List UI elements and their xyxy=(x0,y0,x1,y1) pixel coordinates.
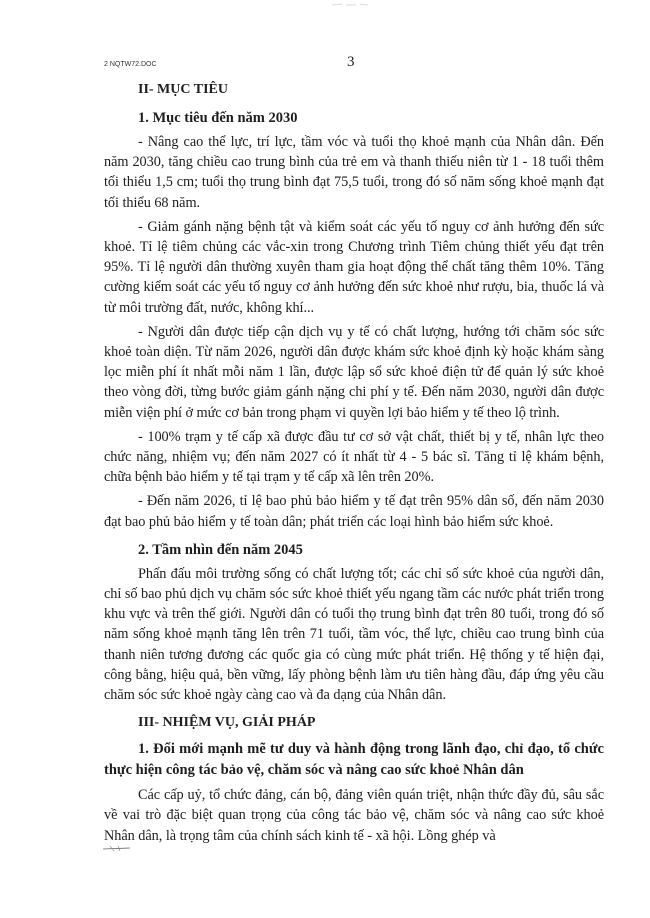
goal-paragraph: - Giảm gánh nặng bệnh tật và kiểm soát các yếu tố nguy cơ ảnh hưởng đến sức khoẻ. Tỉ lệ tiêm chủng các vắc-xin trong Chương trình Tiêm chủng thiết yếu đạt trên 95%. Tỉ lệ người dân thường xuyên tham gia hoạt động thể chất tăng thêm 10%. Tăng cường kiểm soát các yếu tố nguy cơ ảnh hưởng đến sức khoẻ như rượu, bia, thuốc lá và từ môi trường đất, nước, không khí... xyxy=(104,218,604,316)
section-ii-heading: II- MỤC TIÊU xyxy=(138,82,228,97)
goal-paragraph: - Người dân được tiếp cận dịch vụ y tế có chất lượng, hướng tới chăm sóc sức khoẻ toàn diện. Từ năm 2026, người dân được khám sức khoẻ định kỳ hoặc khám sàng lọc miễn phí ít nhất mỗi năm 1 lần, được lập sổ sức khoẻ điện tử để quản lý sức khoẻ theo vòng đời, từng bước giảm gánh nặng chi phí y tế. Đến năm 2030, người dân được miễn viện phí ở mức cơ bản trong phạm vi quyền lợi bảo hiểm y tế theo lộ trình. xyxy=(104,323,604,421)
section-iii-heading: III- NHIỆM VỤ, GIẢI PHÁP xyxy=(138,715,316,731)
scan-mark-top xyxy=(330,2,370,8)
document-body xyxy=(104,80,604,850)
vision-paragraph: Phấn đấu môi trường sống có chất lượng tốt; các chỉ số sức khoẻ của người dân, chỉ số bao phủ dịch vụ chăm sóc sức khoẻ thiết yếu ngang tầm các nước phát triển trong khu vực và trên thế giới. Người dân có tuổi thọ trung bình đạt trên 80 tuổi, trong đó số năm sống khoẻ mạnh tăng lên trên 71 tuổi, tầm vóc, thể lực, chiều cao trung bình của thanh niên tương đương các quốc gia có cùng mức phát triển. Hệ thống y tế hiện đại, công bằng, hiệu quả, bền vững, lấy phòng bệnh làm ưu tiên hàng đầu, đáp ứng yêu cầu chăm sóc sức khoẻ ngày càng cao và đa dạng của Nhân dân. xyxy=(104,565,604,704)
goal-paragraph: - Nâng cao thể lực, trí lực, tầm vóc và tuổi thọ khoẻ mạnh của Nhân dân. Đến năm 2030, tăng chiều cao trung bình của trẻ em và thanh thiếu niên từ 1 - 18 tuổi thêm tối thiểu 1,5 cm; tuổi thọ trung bình đạt 75,5 tuổi, trong đó số năm sống khoẻ mạnh đạt tối thiểu 68 năm. xyxy=(104,134,604,211)
scan-mark-bottom xyxy=(102,843,132,853)
goals-2030-heading: 1. Mục tiêu đến năm 2030 xyxy=(138,110,298,126)
task-1-paragraph: Các cấp uỷ, tổ chức đảng, cán bộ, đảng viên quán triệt, nhận thức đầy đủ, sâu sắc về vai trò đặc biệt quan trọng của công tác bảo vệ, chăm sóc và nâng cao sức khoẻ Nhân dân, là trọng tâm của chính sách kinh tế - xã hội. Lồng ghép và xyxy=(104,787,604,844)
goal-paragraph: - 100% trạm y tế cấp xã được đầu tư cơ sở vật chất, thiết bị y tế, nhân lực theo chức năng, nhiệm vụ; đến năm 2027 có ít nhất từ 4 - 5 bác sĩ. Tăng tỉ lệ khám bệnh, chữa bệnh bảo hiểm y tế tại trạm y tế cấp xã lên trên 20%. xyxy=(104,428,604,486)
page-number: 3 xyxy=(347,54,355,70)
file-code: 2 NQTW72.DOC xyxy=(104,61,157,68)
vision-2045-heading: 2. Tầm nhìn đến năm 2045 xyxy=(138,541,303,558)
goal-paragraph: - Đến năm 2026, tỉ lệ bao phủ bảo hiểm y tế đạt trên 95% dân số, đến năm 2030 đạt bao phủ bảo hiểm y tế toàn dân; phát triển các loại hình bảo hiểm sức khoẻ. xyxy=(104,493,604,530)
task-1-heading: 1. Đổi mới mạnh mẽ tư duy và hành động trong lãnh đạo, chỉ đạo, tổ chức thực hiện công tác bảo vệ, chăm sóc và nâng cao sức khoẻ Nhân dân xyxy=(104,741,604,779)
